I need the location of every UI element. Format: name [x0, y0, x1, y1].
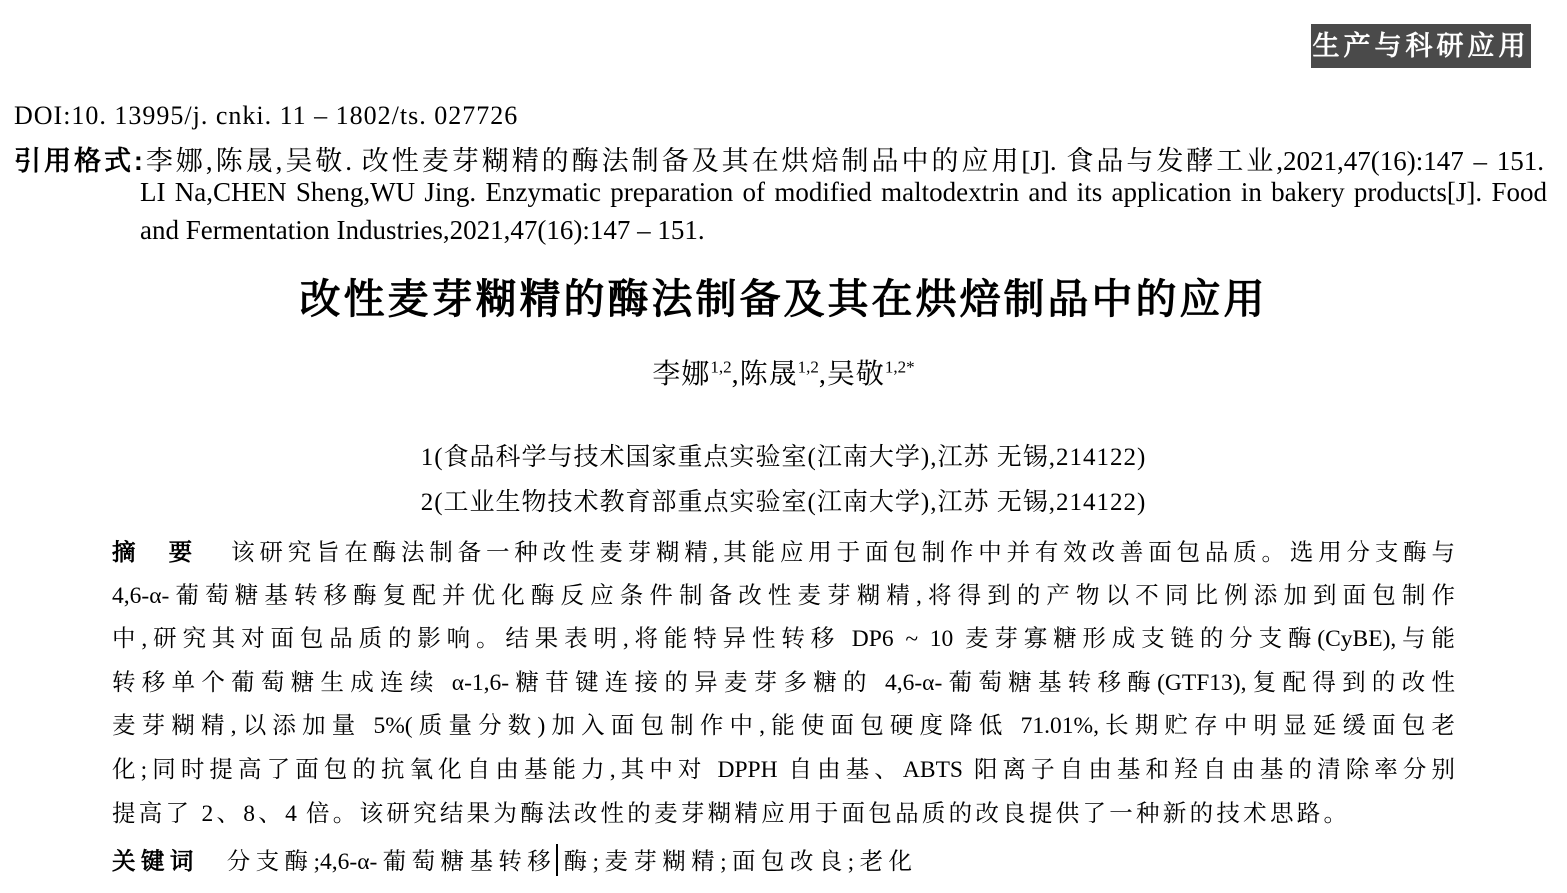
author-superscript: 1,2: [797, 357, 819, 377]
citation-cn-row: [14, 139, 1544, 179]
abstract-line: [112, 531, 1455, 575]
author-name: 吴敬: [826, 359, 885, 390]
authors-line: [0, 352, 1567, 392]
abstract-line: 转移单个葡萄糖生成连续 α-1,6-糖苷键连接的异麦芽多糖的 4,6-α-葡萄糖基转移酶(GTF13),复配得到的改性: [112, 669, 1455, 696]
author-name: 李娜: [652, 359, 711, 390]
column-badge: 生产与科研应用: [1311, 24, 1531, 68]
author-separator: ,: [731, 359, 740, 390]
affiliation-1: 1(食品科学与技术国家重点实验室(江南大学),江苏 无锡,214122): [420, 444, 1147, 471]
doi-line: DOI:10. 13995/j. cnki. 11 – 1802/ts. 027726: [14, 101, 519, 130]
affiliation-2: 2(工业生物技术教育部重点实验室(江南大学),江苏 无锡,214122): [420, 489, 1147, 516]
abstract-block: [112, 531, 1455, 836]
keywords-label: 关键词: [112, 848, 199, 874]
author-superscript: 1,2: [710, 357, 732, 377]
keywords-line: [112, 839, 912, 883]
abstract-line: 麦芽糊精,以添加量 5%(质量分数)加入面包制作中,能使面包硬度降低 71.01%,长期贮存中明显延缓面包老: [112, 713, 1455, 740]
citation-cn-text: 李娜,陈晟,吴敬. 改性麦芽糊精的酶法制备及其在烘焙制品中的应用[J]. 食品与发酵工业,2021,47(16):147 – 151.: [142, 146, 1544, 176]
keywords-text: 分支酶;4,6-α-葡萄糖基转移: [226, 849, 557, 875]
abstract-line: 提高了 2、8、4 倍。该研究结果为酶法改性的麦芽糊精应用于面包品质的改良提供了一种新的技术思路。: [112, 800, 1347, 827]
abstract-line: 化;同时提高了面包的抗氧化自由基能力,其中对 DPPH 自由基、ABTS 阳离子自由基和羟自由基的清除率分别: [112, 756, 1455, 783]
keywords-text: 酶;麦芽糊精;面包改良;老化: [558, 849, 912, 875]
author-superscript: 1,2*: [884, 357, 915, 377]
abstract-line: 4,6-α-葡萄糖基转移酶复配并优化酶反应条件制备改性麦芽糊精,将得到的产物以不同比例添加到面包制作: [112, 582, 1455, 609]
citation-label: 引用格式:: [14, 146, 143, 176]
citation-en-line1: LI Na,CHEN Sheng,WU Jing. Enzymatic preparation of modified maltodextrin and its application in bakery products[J]. Food: [140, 177, 1547, 207]
abstract-line: 中,研究其对面包品质的影响。结果表明,将能特异性转移 DP6 ~ 10 麦芽寡糖形成支链的分支酶(CyBE),与能: [112, 626, 1455, 653]
author-name: 陈晟: [739, 359, 798, 390]
citation-en-line2: and Fermentation Industries,2021,47(16):147 – 151.: [140, 215, 705, 245]
abstract-label: 摘 要: [112, 539, 197, 565]
abstract-text: 该研究旨在酶法制备一种改性麦芽糊精,其能应用于面包制作中并有效改善面包品质。选用分支酶与: [231, 540, 1455, 566]
paper-title: 改性麦芽糊精的酶法制备及其在烘焙制品中的应用: [299, 276, 1268, 322]
author-separator: ,: [818, 359, 827, 390]
